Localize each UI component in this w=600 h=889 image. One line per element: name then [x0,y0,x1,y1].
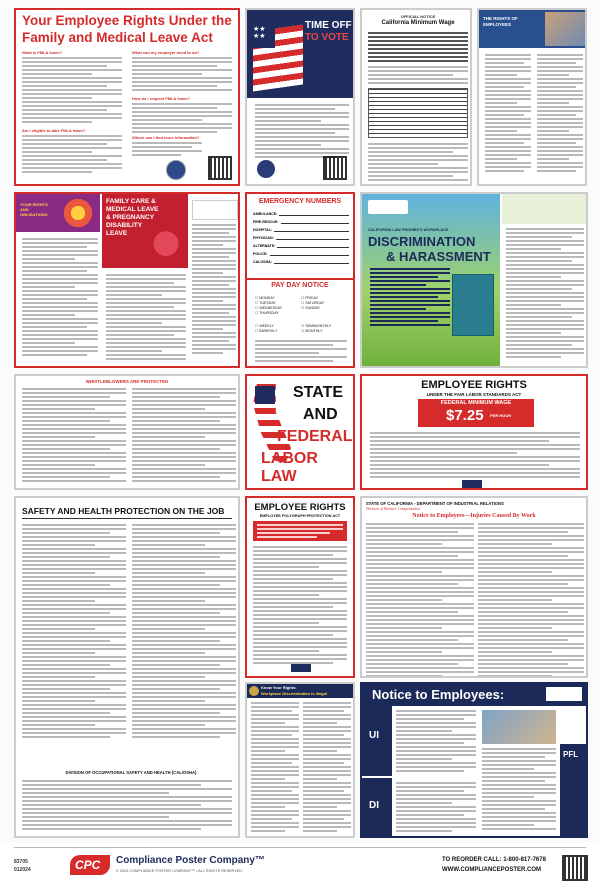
workers-compensation-notice [360,496,588,678]
california-flag-stars-icon [255,386,275,404]
discrimination-title-line2: & HARASSMENT [386,249,491,264]
payday-frequency [255,324,347,334]
building-graphic-icon [452,274,494,336]
leave-header-center [102,194,188,268]
emergency-row-label: PHYSICIAN: [253,236,274,240]
discrimination-harassment-poster [360,192,588,368]
copyright: © 2024 COMPLIANCE POSTER COMPANY™ • ALL RIGHTS RESERVED. [116,869,244,873]
osha-title: SAFETY AND HEALTH PROTECTION ON THE JOB [22,506,225,516]
fmla-subheading: What is FMLA leave? [22,50,62,55]
discrimination-side-panel [502,194,588,368]
emergency-row-label: POLICE: [253,252,268,256]
tree-graphic-icon [148,230,184,264]
dol-seal-icon [166,160,186,180]
frequency-option: WEEKLY [259,324,274,328]
cpc-logo-text: CPC [75,858,101,872]
emergency-title: EMERGENCY NUMBERS [258,198,342,205]
company-name: Compliance Poster Company™ [116,855,265,866]
employee-rights-notice-poster [477,8,587,186]
osha-rule [22,518,232,519]
checkbox-icon: ☐ [301,329,306,333]
checkbox-icon: ☐ [255,311,260,315]
day-option: THURSDAY [259,311,279,315]
flsa-wage-unit: PER HOUR [490,413,512,418]
osha-division: DIVISION OF OCCUPATIONAL SAFETY AND HEALTH (CAL/OSHA) [65,770,197,775]
crd-logo-icon [192,200,238,220]
flag-stars-icon: ★★ ★★ [253,26,275,48]
footer [0,843,600,889]
reorder-phone: TO REORDER CALL: 1-800-817-7678 [442,857,546,863]
california-minimum-wage-poster [360,8,472,186]
kyr-header [247,684,355,698]
day-option: WEDNESDAY [259,306,283,310]
injuries-title: Notice to Employees—Injuries Caused By Work [412,513,536,519]
fmla-title-line1: Your Employee Rights Under the [22,13,232,28]
checkbox-icon: ☐ [301,296,306,300]
flsa-wage: $7.25 [446,407,484,424]
crd-logo-icon [368,200,408,214]
leave-title-line4: DISABILITY [106,222,143,229]
checkbox-icon: ☐ [255,329,260,333]
cpc-logo [70,855,110,875]
product-code: 83705 [14,859,28,865]
edd-logo-icon [546,687,582,701]
edd-header [362,684,588,706]
leave-title-line3: & PREGNANCY [106,214,155,221]
edd-photo-icon [482,710,556,744]
revision-code: 012024 [14,867,31,873]
flower-graphic-icon [60,198,96,228]
vote-title-line2: TO VOTE [305,32,349,43]
checkbox-icon: ☐ [301,306,306,310]
vote-header [247,10,355,98]
leave-title-line1: FAMILY CARE & [106,198,156,205]
leave-title-line5: LEAVE [106,230,128,237]
kyr-title-line2: Workplace Discrimination is Illegal [261,691,327,696]
injuries-division: Division of Workers' Compensation [366,507,420,511]
day-option: FRIDAY [305,296,319,300]
emergency-row-label: HOSPITAL: [253,228,273,232]
kyr-title-line1: Know Your Rights: [261,685,297,690]
qr-code-icon [208,156,232,180]
whistleblowers-poster [14,374,240,490]
discrimination-title-line1: DISCRIMINATION [368,234,476,249]
flsa-poster [360,374,588,490]
fmla-subheading: Am I eligible to take FMLA leave? [22,128,86,133]
edd-label-ui: UI [369,730,379,741]
sfll-line2: AND [303,406,338,423]
emergency-list [253,208,349,264]
day-option: TUESDAY [259,301,276,305]
day-option: MONDAY [259,296,275,300]
sfll-line3: FEDERAL [277,428,353,445]
day-option: SATURDAY [305,301,325,305]
frequency-option: BIWEEKLY [259,329,278,333]
checkbox-icon: ☐ [255,301,260,305]
qr-code-icon [562,855,588,881]
qr-code-icon [323,156,347,180]
fmla-subheading: How do I request FMLA leave? [132,96,190,101]
people-photo-icon [545,12,587,46]
edd-label-di: DI [369,800,379,811]
flsa-band [418,399,534,427]
checkbox-icon: ☐ [255,306,260,310]
payday-days [255,296,347,316]
leave-title-line2: MEDICAL LEAVE [106,206,159,213]
safety-health-protection-poster [14,496,240,838]
discrimination-banner-area [362,194,500,368]
side-header [502,194,588,224]
checkbox-icon: ☐ [255,296,260,300]
emergency-row-label: FIRE-RESCUE: [253,220,279,224]
leave-heading-left: YOUR RIGHTS AND OBLIGATIONS [20,202,48,217]
polygraph-intro-box [253,521,347,541]
leave-header-left [16,194,100,232]
flsa-subtitle: UNDER THE FAIR LABOR STANDARDS ACT [426,392,522,397]
notice-header [479,10,587,48]
emergency-row-label: CALOSHA: [253,260,272,264]
whd-logo-icon [462,480,482,488]
time-off-to-vote-poster [245,8,355,186]
family-care-medical-leave-poster [14,192,240,368]
flsa-band-label: FEDERAL MINIMUM WAGE [440,400,512,406]
edd-notice-to-employees-poster [360,682,588,838]
sfll-line1: STATE [293,384,344,401]
edd-pfl-section [560,744,588,838]
emergency-row-label: AMBULANCE: [253,212,278,216]
eeoc-seal-icon [249,686,259,696]
fmla-subheading: Where can I find more information? [132,135,200,140]
vote-title-line1: TIME OFF [305,20,352,31]
whistle-title: WHISTLEBLOWERS ARE PROTECTED [85,379,169,384]
discrimination-banner: CALIFORNIA LAW PROHIBITS WORKPLACE [368,228,449,232]
frequency-option: SEMIMONTHLY [305,324,332,328]
polygraph-protection-poster [245,496,355,678]
payday-title: PAY DAY NOTICE [271,282,329,289]
emergency-row-label: ALTERNATE: [253,244,276,248]
edd-title: Notice to Employees: [372,687,505,702]
minwage-title: California Minimum Wage [381,20,455,26]
edd-ui-section [362,706,392,776]
polygraph-subtitle: EMPLOYEE POLYGRAPH PROTECTION ACT [259,514,341,518]
know-your-rights-poster [245,682,355,838]
edd-label-pfl: PFL [563,750,579,759]
whd-logo-icon [291,664,311,672]
state-seal-icon [257,160,275,178]
fmla-poster [14,8,240,186]
wage-table [368,88,468,138]
wage-table [368,32,468,62]
fmla-subheading: What can my employer need to do? [132,50,200,55]
fmla-title-line2: Family and Medical Leave Act [22,30,213,45]
day-option: SUNDAY [305,306,320,310]
minwage-top: OFFICIAL NOTICE [400,14,436,19]
flsa-title: EMPLOYEE RIGHTS [421,379,527,391]
footer-rule [14,847,586,848]
edd-di-section [362,778,392,838]
sfll-line4: LABOR LAW [261,450,318,485]
checkbox-icon: ☐ [301,301,306,305]
emergency-payday-poster [245,192,355,368]
state-federal-labor-law-title [245,374,355,490]
divider [247,278,353,280]
injuries-header: STATE OF CALIFORNIA - DEPARTMENT OF INDUSTRIAL RELATIONS [366,501,504,506]
frequency-option: MONTHLY [305,329,323,333]
checkbox-icon: ☐ [301,324,306,328]
polygraph-title: EMPLOYEE RIGHTS [254,502,346,513]
checkbox-icon: ☐ [255,324,260,328]
notice-title: THE RIGHTS OF EMPLOYEES [483,16,518,27]
website[interactable]: WWW.COMPLIANCEPOSTER.COM [442,867,541,873]
